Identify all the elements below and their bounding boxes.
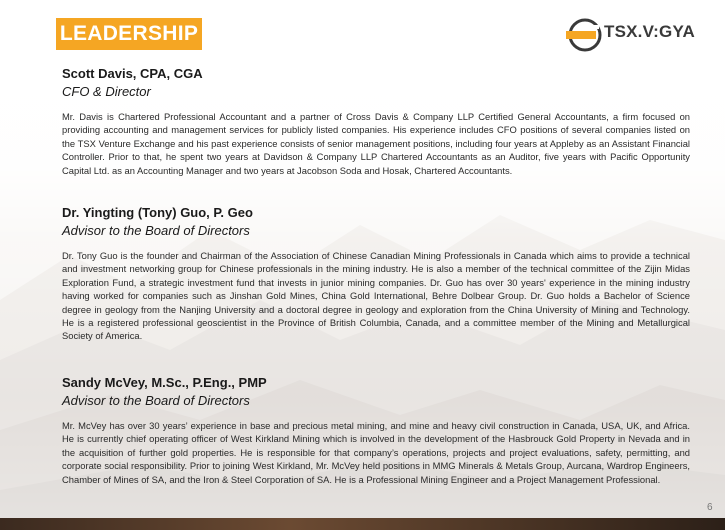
bottom-decorative-bar	[0, 518, 725, 530]
page-number: 6	[707, 502, 713, 513]
page-title: LEADERSHIP	[56, 18, 202, 50]
person-role-tony-guo: Advisor to the Board of Directors	[62, 223, 250, 238]
person-bio-sandy-mcvey: Mr. McVey has over 30 years’ experience in base and precious metal mining, and mine and heavy civil construction in Canada, USA, UK, and Africa. He is currently chief operating officer of West Kirkland Mining which is involved in the development of the Hasbrouck Gold Property in Nevada and in the acquisition of further gold properties. He is responsible for that company’s operations, projects and project evaluations, safety, permitting, and corporate social responsibility. Prior to joining West Kirkland, Mr. McVey held positions in MMG Minerals & Metals Group, Aurcana, Wardrop Engineers, Chamber of Mines of SA, and the Iron & Steel Corporation of SA. He is a Professional Mining Engineer and a Project Management Professional.	[62, 420, 690, 485]
ticker-symbol: TSX.V:GYA	[604, 22, 695, 41]
person-name-scott-davis: Scott Davis, CPA, CGA	[62, 66, 203, 81]
person-name-sandy-mcvey: Sandy McVey, M.Sc., P.Eng., PMP	[62, 375, 267, 390]
person-bio-scott-davis: Mr. Davis is Chartered Professional Accountant and a partner of Cross Davis & Company LLP Certified General Accountants, a firm focused on providing accounting and management services for publicly listed companies. His experience includes CFO positions of several companies listed on the TSX Venture Exchange and his past experience consists of senior management positions, including four years at Appleby as an Assistant Financial Controller. Prior to that, he spent two years at Davidson & Company LLP Chartered Accountants as an Auditor, five years with Pacific Opportunity Capital Ltd. as an Accounting Manager and two years at Jacobson Soda and Hosak, Chartered Accountants.	[62, 111, 690, 176]
person-role-scott-davis: CFO & Director	[62, 84, 151, 99]
person-bio-tony-guo: Dr. Tony Guo is the founder and Chairman of the Association of Chinese Canadian Mining Professionals in Canada which aims to provide a technical and investment networking group for Chinese professionals in the mining industry. He is also a member of the technical committee of the Zijin Midas Exploration Fund, a strategic investment fund that invests in junior mining companies. Dr. Guo has over 30 years' experience in the mining industry having worked for companies such as Jinshan Gold Mines, China Gold International, Behre Dolbear Group. Dr. Guo holds a Bachelor of Science degree in geology from the Nanjing University and a doctoral degree in geology and exploration from the China University of Mining and Technology. He is a registered professional geoscientist in the Province of British Columbia, Canada, and a committee member of the Mining and Metallurgical Society of America.	[62, 250, 690, 342]
person-role-sandy-mcvey: Advisor to the Board of Directors	[62, 393, 250, 408]
person-name-tony-guo: Dr. Yingting (Tony) Guo, P. Geo	[62, 205, 253, 220]
